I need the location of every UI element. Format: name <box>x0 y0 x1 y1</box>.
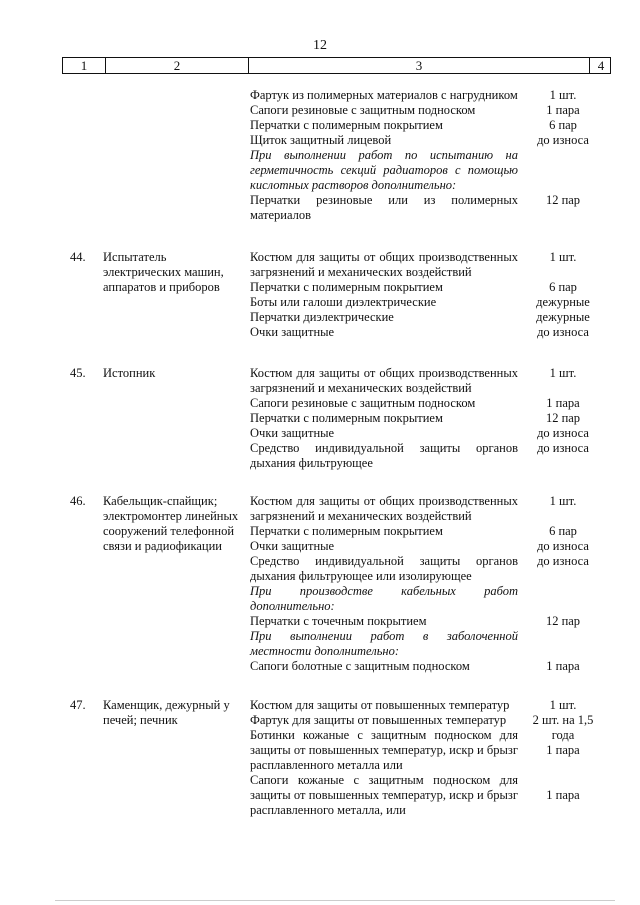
ppe-quantity: 12 пар <box>545 193 581 207</box>
ppe-item: Очки защитные <box>250 325 335 339</box>
ppe-quantity: 1 пара <box>546 659 580 673</box>
ppe-quantity: до износа <box>537 325 589 339</box>
ppe-item-list <box>250 494 518 674</box>
ppe-condition-note: При производстве кабельных работ дополнительно: <box>250 584 518 613</box>
ppe-item: Средство индивидуальной защиты органов дыхания фильтрующее <box>250 441 518 470</box>
ppe-quantity: 1 шт. <box>549 366 577 380</box>
ppe-item: Костюм для защиты от повышенных температур <box>250 698 510 712</box>
ppe-item: Перчатки с полимерным покрытием <box>250 524 443 538</box>
ppe-quantity: 1 шт. <box>549 494 577 508</box>
profession-title: Испытатель электрических машин, аппаратов и приборов <box>103 250 224 294</box>
ppe-quantity-list <box>530 366 596 471</box>
ppe-item: Сапоги болотные с защитным подноском <box>250 659 470 673</box>
ppe-quantity: до износа <box>537 539 589 553</box>
header-col-2: 2 <box>106 58 249 73</box>
ppe-quantity: до износа <box>537 426 589 440</box>
ppe-condition-note: При выполнении работ в заболоченной местности дополнительно: <box>250 629 518 658</box>
profession-title: Каменщик, дежурный у печей; печник <box>103 698 230 727</box>
ppe-item-list <box>250 698 518 818</box>
page-bottom-edge <box>55 900 615 901</box>
ppe-quantity: 1 пара <box>546 788 580 802</box>
ppe-item: Боты или галоши диэлектрические <box>250 295 437 309</box>
ppe-item: Перчатки диэлектрические <box>250 310 394 324</box>
header-col-4: 4 <box>597 58 605 73</box>
ppe-quantity: 1 шт. <box>549 250 577 264</box>
ppe-item-list <box>250 88 518 223</box>
ppe-item: Перчатки резиновые или из полимерных материалов <box>250 193 518 222</box>
ppe-quantity <box>530 148 596 193</box>
ppe-quantity: до износа <box>537 441 589 455</box>
ppe-item: Очки защитные <box>250 426 335 440</box>
ppe-item: Фартук из полимерных материалов с нагрудником <box>250 88 518 102</box>
ppe-item: Очки защитные <box>250 539 335 553</box>
ppe-quantity-list <box>530 250 596 340</box>
ppe-quantity-list <box>530 88 596 223</box>
ppe-quantity <box>530 584 596 614</box>
ppe-item: Ботинки кожаные с защитным подноском для защиты от повышенных температур, искр и брызг расплавленного металла или <box>250 728 518 772</box>
row-number: 47. <box>70 698 86 712</box>
table-header-row <box>62 57 611 74</box>
ppe-quantity: 12 пар <box>545 614 581 628</box>
ppe-quantity: дежурные <box>536 295 590 309</box>
ppe-quantity: 6 пар <box>549 524 577 538</box>
ppe-quantity: 1 шт. <box>549 88 577 102</box>
ppe-item-list <box>250 366 518 471</box>
ppe-quantity: 1 пара <box>546 396 580 410</box>
ppe-quantity: до износа <box>537 133 589 147</box>
ppe-item: Средство индивидуальной защиты органов дыхания фильтрующее или изолирующее <box>250 554 518 583</box>
ppe-quantity: дежурные <box>536 310 590 324</box>
ppe-item: Перчатки с точечным покрытием <box>250 614 427 628</box>
ppe-item: Перчатки с полимерным покрытием <box>250 280 443 294</box>
ppe-condition-note: При выполнении работ по испытанию на герметичность секций радиаторов с помощью кислотных растворов дополнительно: <box>250 148 518 192</box>
header-col-3: 3 <box>249 58 590 73</box>
row-number: 46. <box>70 494 86 508</box>
ppe-quantity: 12 пар <box>545 411 581 425</box>
ppe-item-list <box>250 250 518 340</box>
ppe-quantity-list <box>530 494 596 674</box>
ppe-item: Костюм для защиты от общих производственных загрязнений и механических воздействий <box>250 494 518 523</box>
profession-title: Истопник <box>103 366 156 380</box>
profession-title: Кабельщик-спайщик; электромонтер линейных сооружений телефонной связи и радиофикации <box>103 494 239 553</box>
ppe-item: Щиток защитный лицевой <box>250 133 392 147</box>
header-col-1: 1 <box>63 58 106 73</box>
ppe-quantity: 1 пара <box>546 103 580 117</box>
ppe-quantity <box>530 629 596 659</box>
ppe-item: Сапоги резиновые с защитным подноском <box>250 103 476 117</box>
page-number: 12 <box>313 38 327 53</box>
ppe-item: Перчатки с полимерным покрытием <box>250 411 443 425</box>
ppe-quantity: 6 пар <box>549 118 577 132</box>
ppe-quantity: до износа <box>537 554 589 568</box>
ppe-item: Фартук для защиты от повышенных температур <box>250 713 507 727</box>
ppe-item: Перчатки с полимерным покрытием <box>250 118 443 132</box>
ppe-quantity: 1 пара <box>546 743 580 757</box>
ppe-quantity: 6 пар <box>549 280 577 294</box>
ppe-item: Сапоги кожаные с защитным подноском для защиты от повышенных температур, искр и брызг расплавленного металла, или <box>250 773 518 817</box>
row-number: 45. <box>70 366 86 380</box>
ppe-quantity: 2 шт. на 1,5 года <box>532 713 594 742</box>
ppe-quantity: 1 шт. <box>549 698 577 712</box>
ppe-quantity-list <box>530 698 596 833</box>
ppe-item: Костюм для защиты от общих производственных загрязнений и механических воздействий <box>250 366 518 395</box>
ppe-item: Сапоги резиновые с защитным подноском <box>250 396 476 410</box>
row-number: 44. <box>70 250 86 264</box>
ppe-item: Костюм для защиты от общих производственных загрязнений и механических воздействий <box>250 250 518 279</box>
